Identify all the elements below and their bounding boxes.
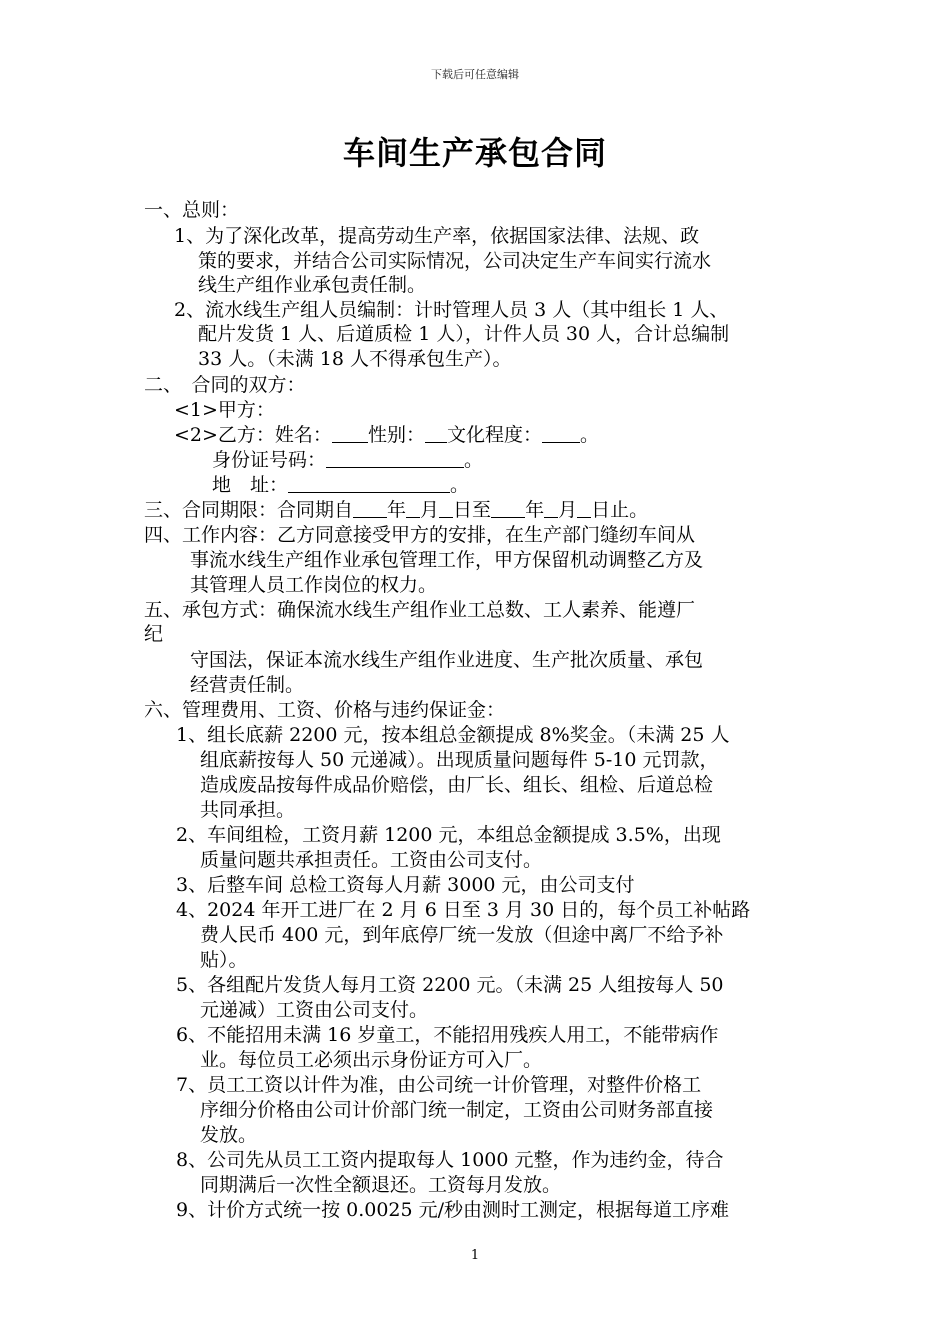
name-blank [332, 423, 368, 443]
header-note: 下载后可任意编辑 [431, 68, 519, 81]
end-day-blank [577, 498, 591, 518]
paragraph-line: 发放。 [200, 1124, 258, 1146]
start-year-blank [353, 498, 387, 518]
paragraph-line: 2、流水线生产组人员编制：计时管理人员 3 人（其中组长 1 人、 [174, 299, 729, 321]
start-day-blank [439, 498, 453, 518]
id-number-blank [326, 448, 464, 468]
paragraph-line: 组底薪按每人 50 元递减）。出现质量问题每件 5-10 元罚款， [200, 749, 719, 771]
id-number-label: 身份证号码： [212, 449, 327, 471]
section-heading: 六、管理费用、工资、价格与违约保证金： [144, 699, 506, 721]
paragraph-line: 经营责任制。 [190, 674, 305, 696]
paragraph-line: 其管理人员工作岗位的权力。 [190, 574, 438, 596]
contract-term-line [144, 498, 648, 523]
month-label: 月 [558, 499, 578, 521]
paragraph-line: 配片发货 1 人、后道质检 1 人），计件人员 30 人，合计总编制 [198, 323, 730, 345]
paragraph-line: 线生产组作业承包责任制。 [198, 274, 427, 296]
party-b-line [174, 423, 599, 448]
start-month-blank [406, 498, 420, 518]
paragraph-line: 共同承担。 [200, 799, 296, 821]
paragraph-line: 7、员工工资以计件为准，由公司统一计价管理，对整件价格工 [176, 1074, 702, 1096]
line-end: 。 [579, 424, 599, 446]
paragraph-line: 9、计价方式统一按 0.0025 元/秒由测时工测定，根据每道工序难 [176, 1199, 730, 1221]
address-label: 地 址： [212, 474, 289, 496]
paragraph-line: 5、各组配片发货人每月工资 2200 元。（未满 25 人组按每人 50 [176, 974, 724, 996]
address-line [212, 473, 469, 498]
line-end: 。 [450, 474, 470, 496]
paragraph-line: 费人民币 400 元，到年底停厂统一发放（但途中离厂不给予补 [200, 924, 724, 946]
paragraph-line: 8、公司先从员工工资内提取每人 1000 元整，作为违约金，待合 [176, 1149, 724, 1171]
party-a-line: <1>甲方： [174, 399, 275, 421]
gender-blank [425, 423, 447, 443]
paragraph-line: 五、承包方式：确保流水线生产组作业工总数、工人素养、能遵厂 [144, 599, 696, 621]
section-heading: 二、 合同的双方： [144, 374, 306, 396]
paragraph-line: 同期满后一次性全额退还。工资每月发放。 [200, 1174, 562, 1196]
education-label: 文化程度： [446, 424, 542, 446]
id-number-line [212, 448, 483, 473]
paragraph-line: 业。每位员工必须出示身份证方可入厂。 [200, 1049, 543, 1071]
paragraph-line: 3、后整车间 总检工资每人月薪 3000 元，由公司支付 [176, 874, 635, 896]
month-label: 月 [420, 499, 440, 521]
paragraph-line: 4、2024 年开工进厂在 2 月 6 日至 3 月 30 日的，每个员工补帖路 [176, 899, 751, 921]
education-blank [542, 423, 580, 443]
paragraph-line: 33 人。（未满 18 人不得承包生产）。 [198, 348, 512, 370]
paragraph-line: 6、不能招用未满 16 岁童工，不能招用残疾人用工，不能带病作 [176, 1024, 719, 1046]
paragraph-line: 序细分价格由公司计价部门统一制定，工资由公司财务部直接 [200, 1099, 714, 1121]
paragraph-line: 质量问题共承担责任。工资由公司支付。 [200, 849, 543, 871]
year-label: 年 [387, 499, 407, 521]
paragraph-line: 策的要求，并结合公司实际情况，公司决定生产车间实行流水 [198, 250, 712, 272]
paragraph-line: 造成废品按每件成品价赔偿，由厂长、组长、组检、后道总检 [200, 774, 714, 796]
gender-label: 性别： [367, 424, 425, 446]
paragraph-line: 贴）。 [200, 949, 248, 971]
section-heading: 一、总则： [144, 199, 240, 221]
paragraph-line: 守国法，保证本流水线生产组作业进度、生产批次质量、承包 [190, 649, 704, 671]
paragraph-line: 四、工作内容：乙方同意接受甲方的安排，在生产部门缝纫车间从 [144, 524, 696, 546]
paragraph-line: 事流水线生产组作业承包管理工作，甲方保留机动调整乙方及 [190, 549, 704, 571]
paragraph-line: 纪 [144, 623, 164, 645]
day-end-label: 日止。 [591, 499, 649, 521]
end-month-blank [544, 498, 558, 518]
document-title: 车间生产承包合同 [342, 134, 607, 172]
line-end: 。 [464, 449, 484, 471]
term-label: 三、合同期限：合同期自 [144, 499, 354, 521]
day-to-label: 日至 [453, 499, 492, 521]
paragraph-line: 1、组长底薪 2200 元，按本组总金额提成 8%奖金。（未满 25 人 [176, 724, 730, 746]
paragraph-line: 2、车间组检，工资月薪 1200 元，本组总金额提成 3.5%，出现 [176, 824, 721, 846]
paragraph-line: 元递减）工资由公司支付。 [200, 999, 429, 1021]
party-b-name-label: <2>乙方：姓名： [174, 424, 332, 446]
address-blank [288, 473, 450, 493]
page-number: 1 [470, 1248, 480, 1263]
end-year-blank [491, 498, 525, 518]
year-label: 年 [525, 499, 545, 521]
paragraph-line: 1、为了深化改革，提高劳动生产率，依据国家法律、法规、政 [174, 225, 700, 247]
